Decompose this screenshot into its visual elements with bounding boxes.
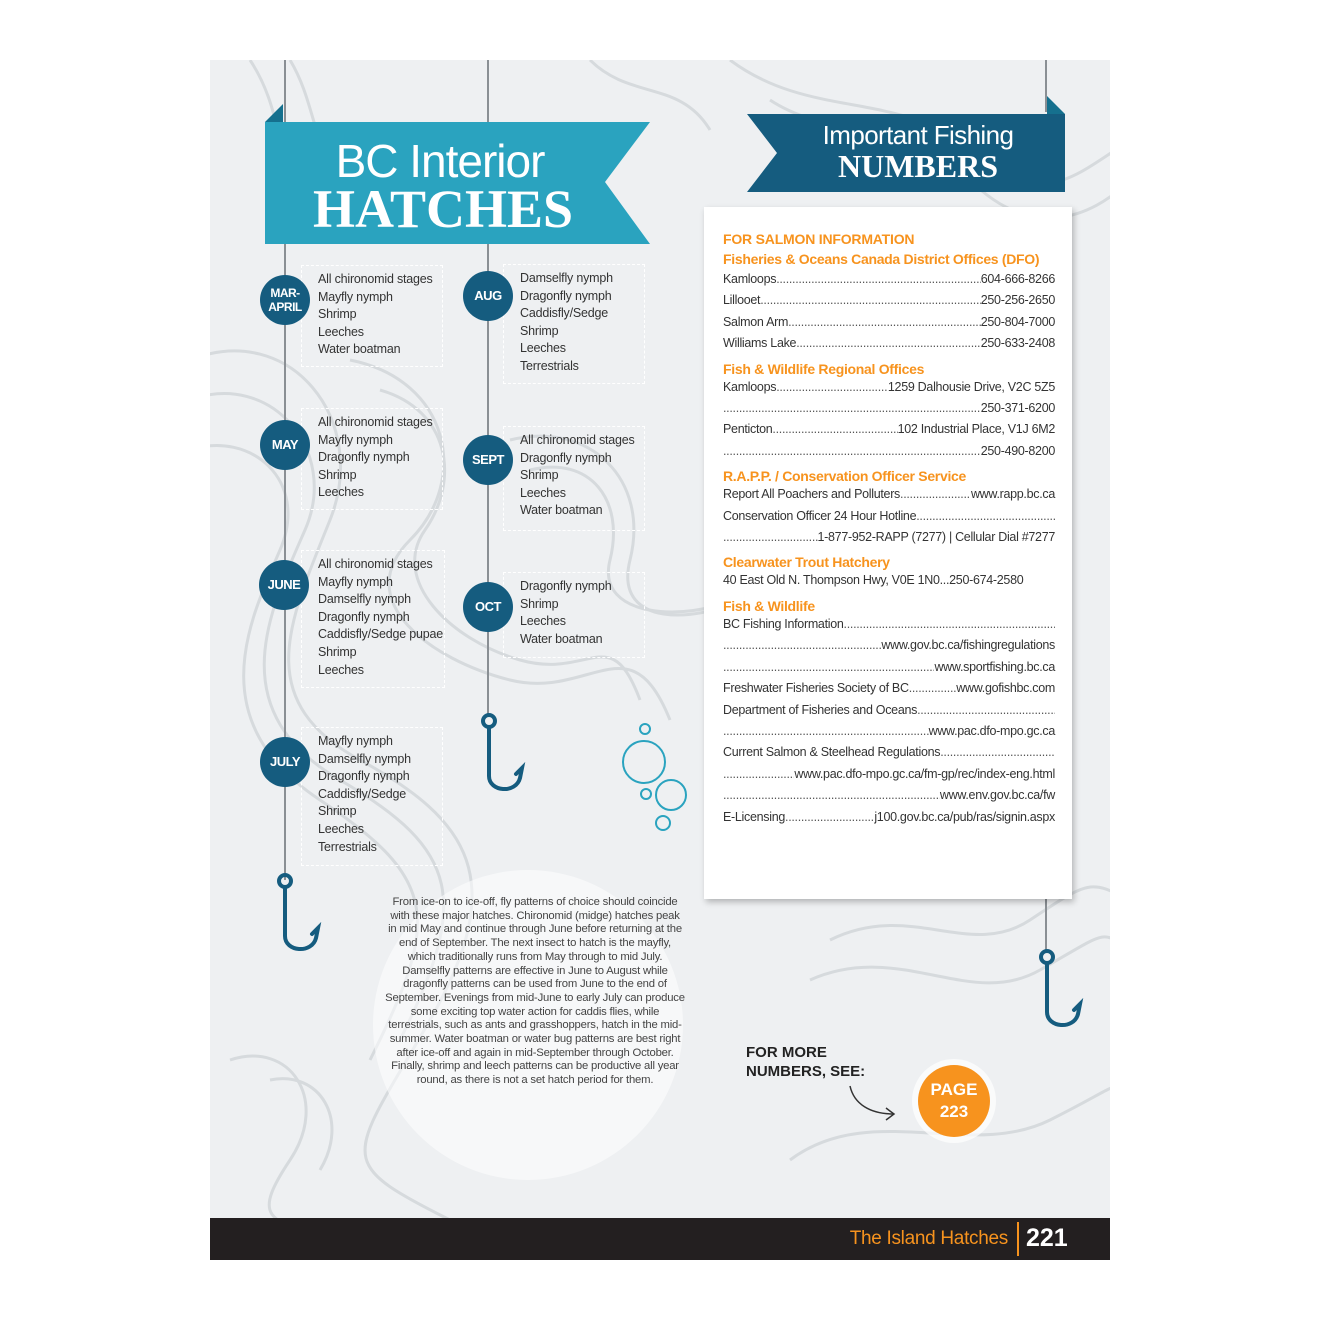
rapp-heading: R.A.P.P. / Conservation Officer Service	[723, 468, 967, 485]
curved-arrow-icon	[846, 1082, 902, 1122]
contact-row: Kamloops ..... 604-666-8266	[723, 269, 1055, 290]
month-badge-july: JULY	[260, 737, 310, 787]
contact-row: ..... 1-877-952-RAPP (7277) | Cellular Dial #7277	[723, 527, 1055, 548]
insect-item: Mayfly nymph	[318, 574, 393, 589]
insect-item: Dragonfly nymph	[318, 450, 410, 465]
insect-item: Shrimp	[318, 307, 357, 322]
contact-row: Current Salmon & Steelhead Regulations .....	[723, 742, 1055, 763]
month-badge-june: JUNE	[259, 560, 309, 610]
fish-wildlife-heading: Fish & Wildlife	[723, 597, 815, 614]
footer-section-title: The Island Hatches	[849, 1228, 1008, 1249]
contact-row: ..... 250-490-8200	[723, 441, 1055, 462]
contact-row: ..... www.pac.dfo-mpo.gc.ca	[723, 721, 1055, 742]
insect-item: Dragonfly nymph	[520, 450, 612, 465]
contact-row: Lillooet ..... 250-256-2650	[723, 290, 1055, 311]
contact-row: E-Licensing ..... j100.gov.bc.ca/pub/ras/signin.aspx	[723, 807, 1055, 828]
hatches-banner-line2: HATCHES	[312, 179, 574, 239]
insect-item: Damselfly nymph	[318, 751, 411, 766]
insect-item: Mayfly nymph	[318, 734, 393, 748]
numbers-banner-line1: Important Fishing	[822, 120, 1014, 150]
insect-item: Shrimp	[520, 323, 559, 338]
contact-row: Report All Poachers and Polluters ..... www.rapp.bc.ca	[723, 484, 1055, 505]
insect-item: Leeches	[318, 821, 364, 836]
contact-row: ..... www.gov.bc.ca/fishingregulations	[723, 635, 1055, 656]
insect-item: Leeches	[318, 485, 364, 500]
hatch-description: From ice-on to ice-off, fly patterns of choice should coincide with these major hatches. Chironomid (midge) hatches peak in mid May and continue through June before returning at the end of September. The next insect to hatch is the mayfly, which traditionally runs from May through to mid July. Damselfly patterns are effective in June to August while dragonfly patterns can be used from June to the end of September. Evenings from mid-June to early July can produce some exciting top water action for caddis flies, while terrestrials, such as ants and grasshoppers, hatch in the mid-summer. Water boatman or water bug patterns are best right after ice-off and again in mid-September through October. Finally, shrimp and leech patterns can be productive all year round, as there is not a set hatch period for them.	[385, 896, 685, 1087]
insect-item: Leeches	[520, 614, 566, 629]
hatch-box-mar-april	[301, 265, 443, 367]
fishing-hook-icon	[472, 708, 532, 800]
insect-item: Mayfly nymph	[318, 289, 393, 304]
contact-row: Conservation Officer 24 Hour Hotline .....	[723, 506, 1055, 527]
contact-row: Department of Fisheries and Oceans .....	[723, 700, 1055, 721]
month-badge-oct: OCT	[463, 582, 513, 632]
contact-row: ..... www.env.gov.bc.ca/fw	[723, 785, 1055, 806]
insect-item: Damselfly nymph	[520, 271, 613, 285]
insect-item: Water boatman	[318, 342, 401, 357]
insect-item: All chironomid stages	[318, 557, 433, 571]
month-badge-sept: SEPT	[463, 435, 513, 485]
insect-item: Caddisfly/Sedge pupae	[318, 627, 444, 642]
insect-item: Dragonfly nymph	[318, 769, 410, 784]
insect-item: Shrimp	[318, 804, 357, 819]
hatch-box-may	[301, 408, 443, 510]
hatch-box-oct	[503, 572, 645, 658]
insect-item: Leeches	[520, 485, 566, 500]
more-numbers-line2: NUMBERS, SEE:	[746, 1063, 866, 1080]
contact-row: Williams Lake ..... 250-633-2408	[723, 333, 1055, 354]
contact-row: Salmon Arm ..... 250-804-7000	[723, 312, 1055, 333]
hatches-banner-line1: BC Interior	[335, 135, 545, 187]
fishing-numbers-card	[704, 207, 1072, 899]
salmon-heading: FOR SALMON INFORMATION	[723, 231, 915, 247]
contact-row: BC Fishing Information .....	[723, 614, 1055, 635]
insect-item: Caddisfly/Sedge	[318, 786, 407, 801]
insect-item: Shrimp	[520, 468, 559, 483]
insect-item: Terrestrials	[520, 358, 579, 373]
page-badge-line2: 223	[939, 1102, 969, 1121]
insect-item: Leeches	[520, 341, 566, 356]
hanging-line	[1045, 898, 1047, 950]
contact-row: 40 East Old N. Thompson Hwy, V0E 1N0...250-674-2580	[723, 573, 1024, 588]
contact-row: Freshwater Fisheries Society of BC ..... www.gofishbc.com	[723, 678, 1055, 699]
contact-row: Kamloops ..... 1259 Dalhousie Drive, V2C 5Z5	[723, 377, 1055, 398]
hatch-box-july	[301, 727, 443, 866]
insect-item: All chironomid stages	[520, 433, 635, 447]
insect-item: Shrimp	[520, 596, 559, 611]
dfo-heading: Fisheries & Oceans Canada District Offices (DFO)	[723, 251, 1040, 267]
insect-item: All chironomid stages	[318, 415, 433, 429]
insect-item: Mayfly nymph	[318, 432, 393, 447]
hatch-box-june	[301, 550, 445, 688]
insect-item: All chironomid stages	[318, 272, 433, 286]
insect-item: Water boatman	[520, 631, 603, 646]
month-badge-aug: AUG	[463, 271, 513, 321]
contact-row: ..... 250-371-6200	[723, 398, 1055, 419]
numbers-banner-line2: NUMBERS	[837, 148, 998, 184]
insect-item: Caddisfly/Sedge	[520, 306, 609, 321]
insect-item: Shrimp	[318, 644, 357, 659]
contact-row: ..... www.pac.dfo-mpo.gc.ca/fm-gp/rec/index-eng.html	[723, 764, 1055, 785]
insect-item: Dragonfly nymph	[318, 609, 410, 624]
hatch-box-sept	[503, 426, 645, 531]
contact-row: ..... www.sportfishing.bc.ca	[723, 657, 1055, 678]
insect-item: Water boatman	[520, 503, 603, 518]
more-numbers-line1: FOR MORE	[746, 1044, 827, 1061]
insect-item: Terrestrials	[318, 839, 377, 854]
insect-item: Leeches	[318, 662, 364, 677]
month-badge-mar-april: MAR- APRIL	[260, 275, 310, 325]
footer-page-number: 221	[1026, 1224, 1068, 1252]
month-badge-may: MAY	[260, 420, 310, 470]
contact-row: Penticton ..... 102 Industrial Place, V1J 6M2	[723, 419, 1055, 440]
insect-item: Dragonfly nymph	[520, 288, 612, 303]
insect-item: Dragonfly nymph	[520, 579, 612, 593]
clearwater-heading: Clearwater Trout Hatchery	[723, 554, 890, 571]
fishing-hook-icon	[1030, 944, 1090, 1036]
page-reference-badge[interactable]	[918, 1065, 990, 1137]
bubbles-icon	[618, 720, 692, 835]
page-badge-line1: PAGE	[930, 1080, 978, 1099]
fishing-hook-icon	[268, 868, 328, 960]
page-footer	[210, 1218, 1110, 1260]
hatch-box-aug	[503, 264, 645, 384]
footer-divider	[1017, 1222, 1019, 1256]
insect-item: Damselfly nymph	[318, 592, 411, 607]
magazine-page	[210, 60, 1110, 1260]
more-numbers-callout	[746, 1043, 865, 1081]
insect-item: Shrimp	[318, 467, 357, 482]
insect-item: Leeches	[318, 324, 364, 339]
fw-regional-heading: Fish & Wildlife Regional Offices	[723, 360, 925, 377]
